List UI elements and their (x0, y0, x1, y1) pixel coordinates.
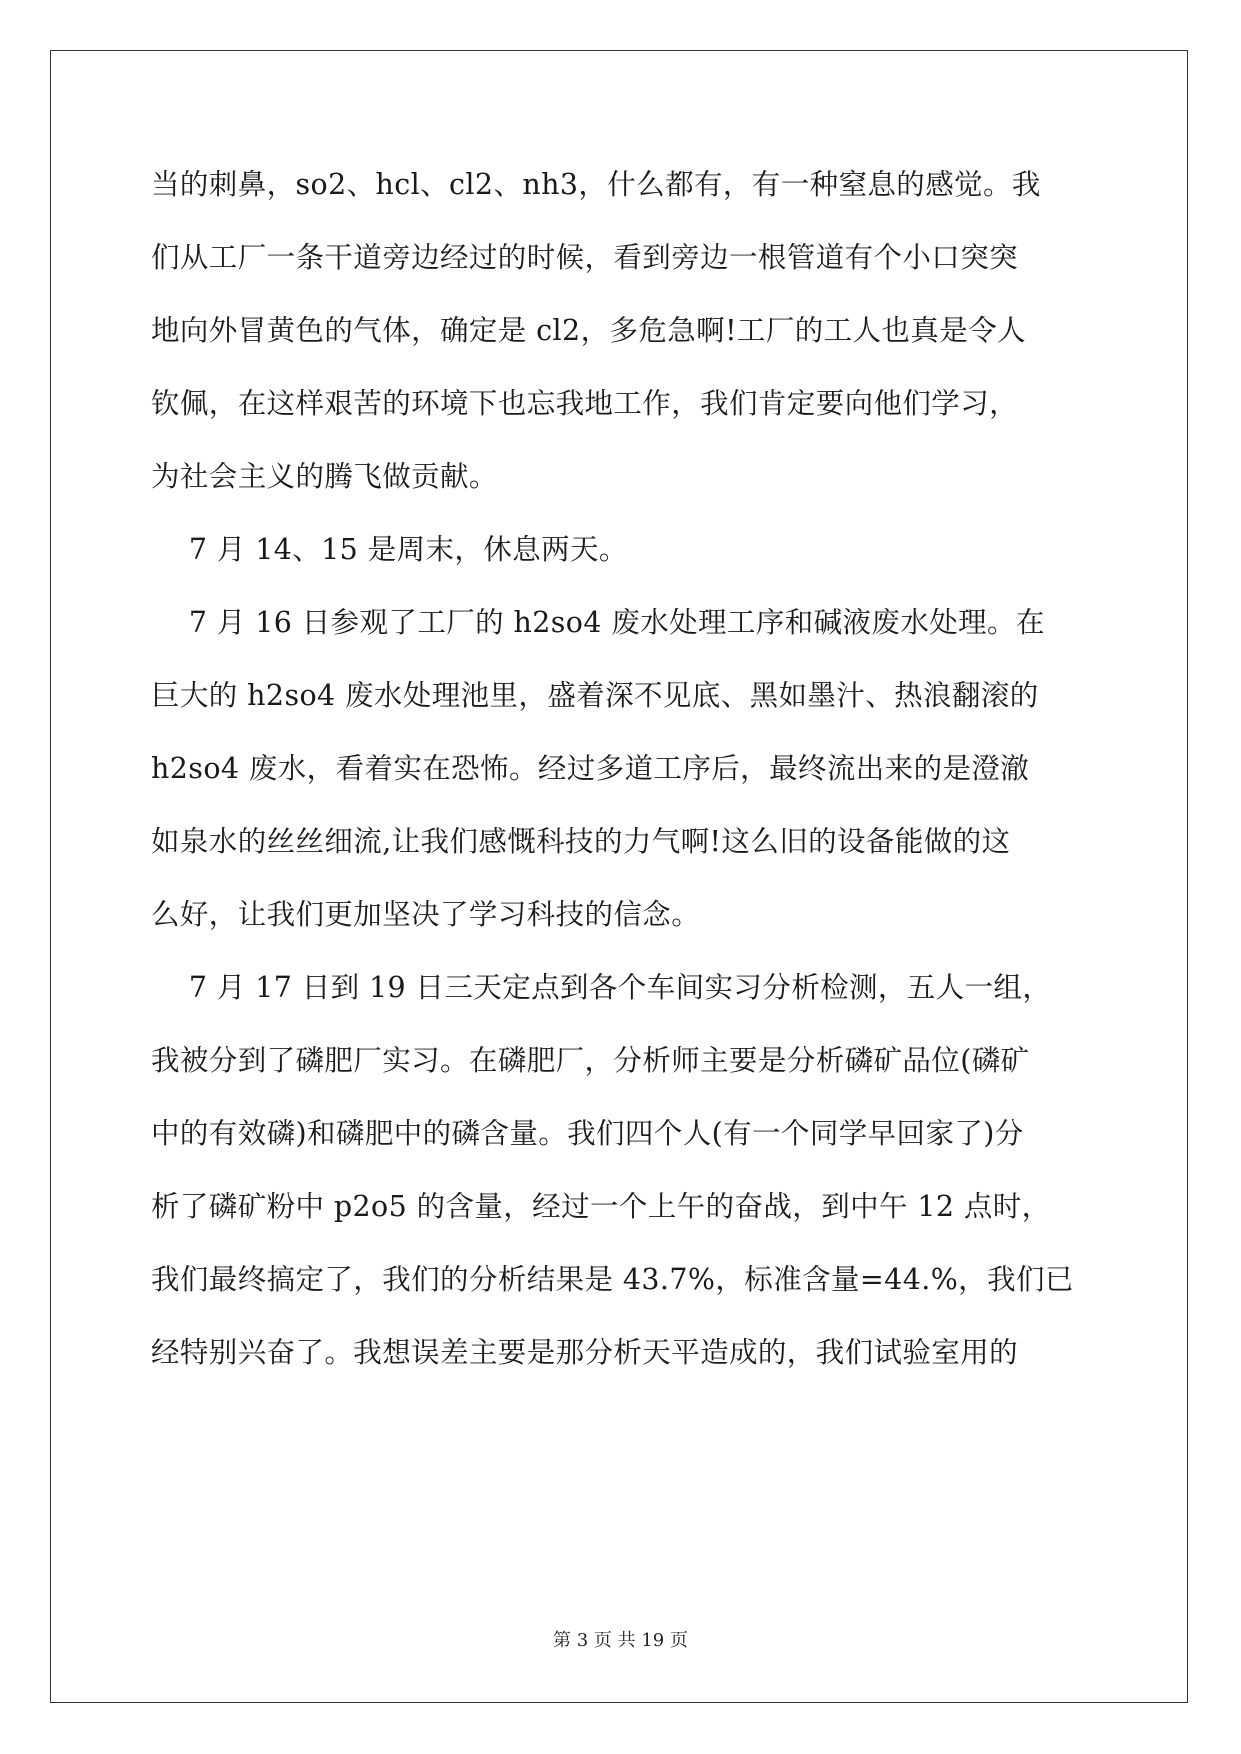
page-border (50, 50, 1188, 1703)
text-line: 我们最终搞定了，我们的分析结果是 43.7%，标准含量=44.%，我们已 (151, 1263, 1074, 1296)
text-line: 7 月 14、15 是周末，休息两天。 (151, 533, 628, 566)
text-line: 我被分到了磷肥厂实习。在磷肥厂，分析师主要是分析磷矿品位(磷矿 (151, 1044, 1030, 1077)
text-line: 当的刺鼻，so2、hcl、cl2、nh3，什么都有，有一种窒息的感觉。我 (151, 168, 1041, 201)
text-line: h2so4 废水，看着实在恐怖。经过多道工序后，最终流出来的是澄澈 (151, 752, 1030, 785)
text-line: 为社会主义的腾飞做贡献。 (151, 460, 498, 493)
page-footer: 第 3 页 共 19 页 (553, 1630, 688, 1651)
text-line: 钦佩，在这样艰苦的环境下也忘我地工作，我们肯定要向他们学习， (151, 387, 1019, 420)
text-line: 中的有效磷)和磷肥中的磷含量。我们四个人(有一个同学早回家了)分 (151, 1117, 1024, 1150)
text-line: 么好，让我们更加坚决了学习科技的信念。 (151, 898, 701, 931)
text-line: 们从工厂一条干道旁边经过的时候，看到旁边一根管道有个小口突突 (151, 241, 1019, 274)
text-line: 析了磷矿粉中 p2o5 的含量，经过一个上午的奋战，到中午 12 点时， (151, 1190, 1051, 1223)
text-line: 如泉水的丝丝细流,让我们感慨科技的力气啊!这么旧的设备能做的这 (151, 825, 1011, 858)
text-line: 巨大的 h2so4 废水处理池里，盛着深不见底、黑如墨汁、热浪翻滚的 (151, 679, 1039, 712)
text-line: 7 月 16 日参观了工厂的 h2so4 废水处理工序和碱液废水处理。在 (151, 606, 1045, 639)
text-line: 经特别兴奋了。我想误差主要是那分析天平造成的，我们试验室用的 (151, 1336, 1019, 1369)
text-line: 地向外冒黄色的气体，确定是 cl2，多危急啊!工厂的工人也真是令人 (151, 314, 1026, 347)
text-line: 7 月 17 日到 19 日三天定点到各个车间实习分析检测，五人一组， (151, 971, 1052, 1004)
